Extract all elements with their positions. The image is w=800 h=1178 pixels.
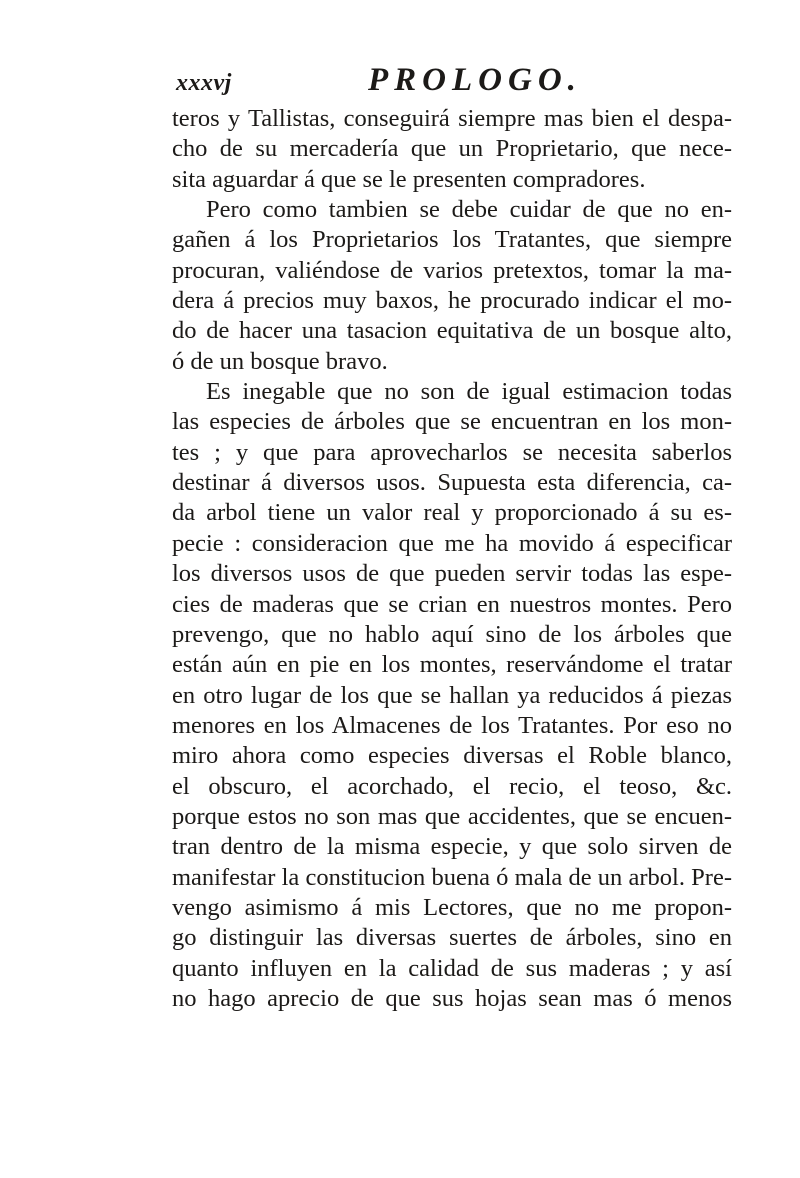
text-line: quanto influyen en la calidad de sus maderas ; y así [172, 954, 732, 982]
text-line: tes ; y que para aprovecharlos se necesita saberlos [172, 438, 732, 466]
text-line: prevengo, que no hablo aquí sino de los árboles que [172, 620, 732, 648]
text-line: destinar á diversos usos. Supuesta esta diferencia, ca- [172, 469, 732, 497]
text-line: las especies de árboles que se encuentran en los mon- [172, 408, 732, 436]
text-line: en otro lugar de los que se hallan ya reducidos á piezas [172, 681, 732, 709]
text-line: el obscuro, el acorchado, el recio, el teoso, &c. [172, 772, 732, 800]
body-text [172, 104, 732, 1014]
text-line: cho de su mercadería que un Proprietario, que nece- [172, 135, 732, 163]
text-line: menores en los Almacenes de los Tratantes. Por eso no [172, 711, 732, 739]
text-line: dera á precios muy baxos, he procurado indicar el mo- [172, 287, 732, 315]
text-line: gañen á los Proprietarios los Tratantes, que siempre [172, 226, 732, 254]
text-line: pecie : consideracion que me ha movido á especificar [172, 529, 732, 557]
text-line: sita aguardar á que se le presenten compradores. [172, 165, 646, 193]
running-title: PROLOGO. [368, 62, 582, 98]
text-line: cies de maderas que se crian en nuestros montes. Pero [172, 590, 732, 618]
text-line: ó de un bosque bravo. [172, 347, 388, 375]
text-line: Pero como tambien se debe cuidar de que no en- [206, 196, 732, 224]
text-line: tran dentro de la misma especie, y que solo sirven de [172, 833, 732, 861]
text-line: Es inegable que no son de igual estimacion todas [206, 378, 732, 406]
text-line: porque estos no son mas que accidentes, que se encuen- [172, 802, 732, 830]
text-line: miro ahora como especies diversas el Roble blanco, [172, 742, 732, 770]
text-line: los diversos usos de que pueden servir todas las espe- [172, 560, 732, 588]
running-head [172, 62, 732, 102]
text-line: no hago aprecio de que sus hojas sean mas ó menos [172, 984, 732, 1012]
text-line: procuran, valiéndose de varios pretextos, tomar la ma- [172, 256, 732, 284]
text-line: go distinguir las diversas suertes de árboles, sino en [172, 924, 732, 952]
text-line: da arbol tiene un valor real y proporcionado á su es- [172, 499, 732, 527]
page-number: xxxvj [176, 70, 232, 96]
text-line: teros y Tallistas, conseguirá siempre mas bien el despa- [172, 105, 732, 132]
text-line: do de hacer una tasacion equitativa de un bosque alto, [172, 317, 732, 345]
text-line: manifestar la constitucion buena ó mala de un arbol. Pre- [172, 863, 732, 891]
text-line: vengo asimismo á mis Lectores, que no me propon- [172, 893, 732, 921]
text-line: están aún en pie en los montes, reservándome el tratar [172, 651, 732, 679]
